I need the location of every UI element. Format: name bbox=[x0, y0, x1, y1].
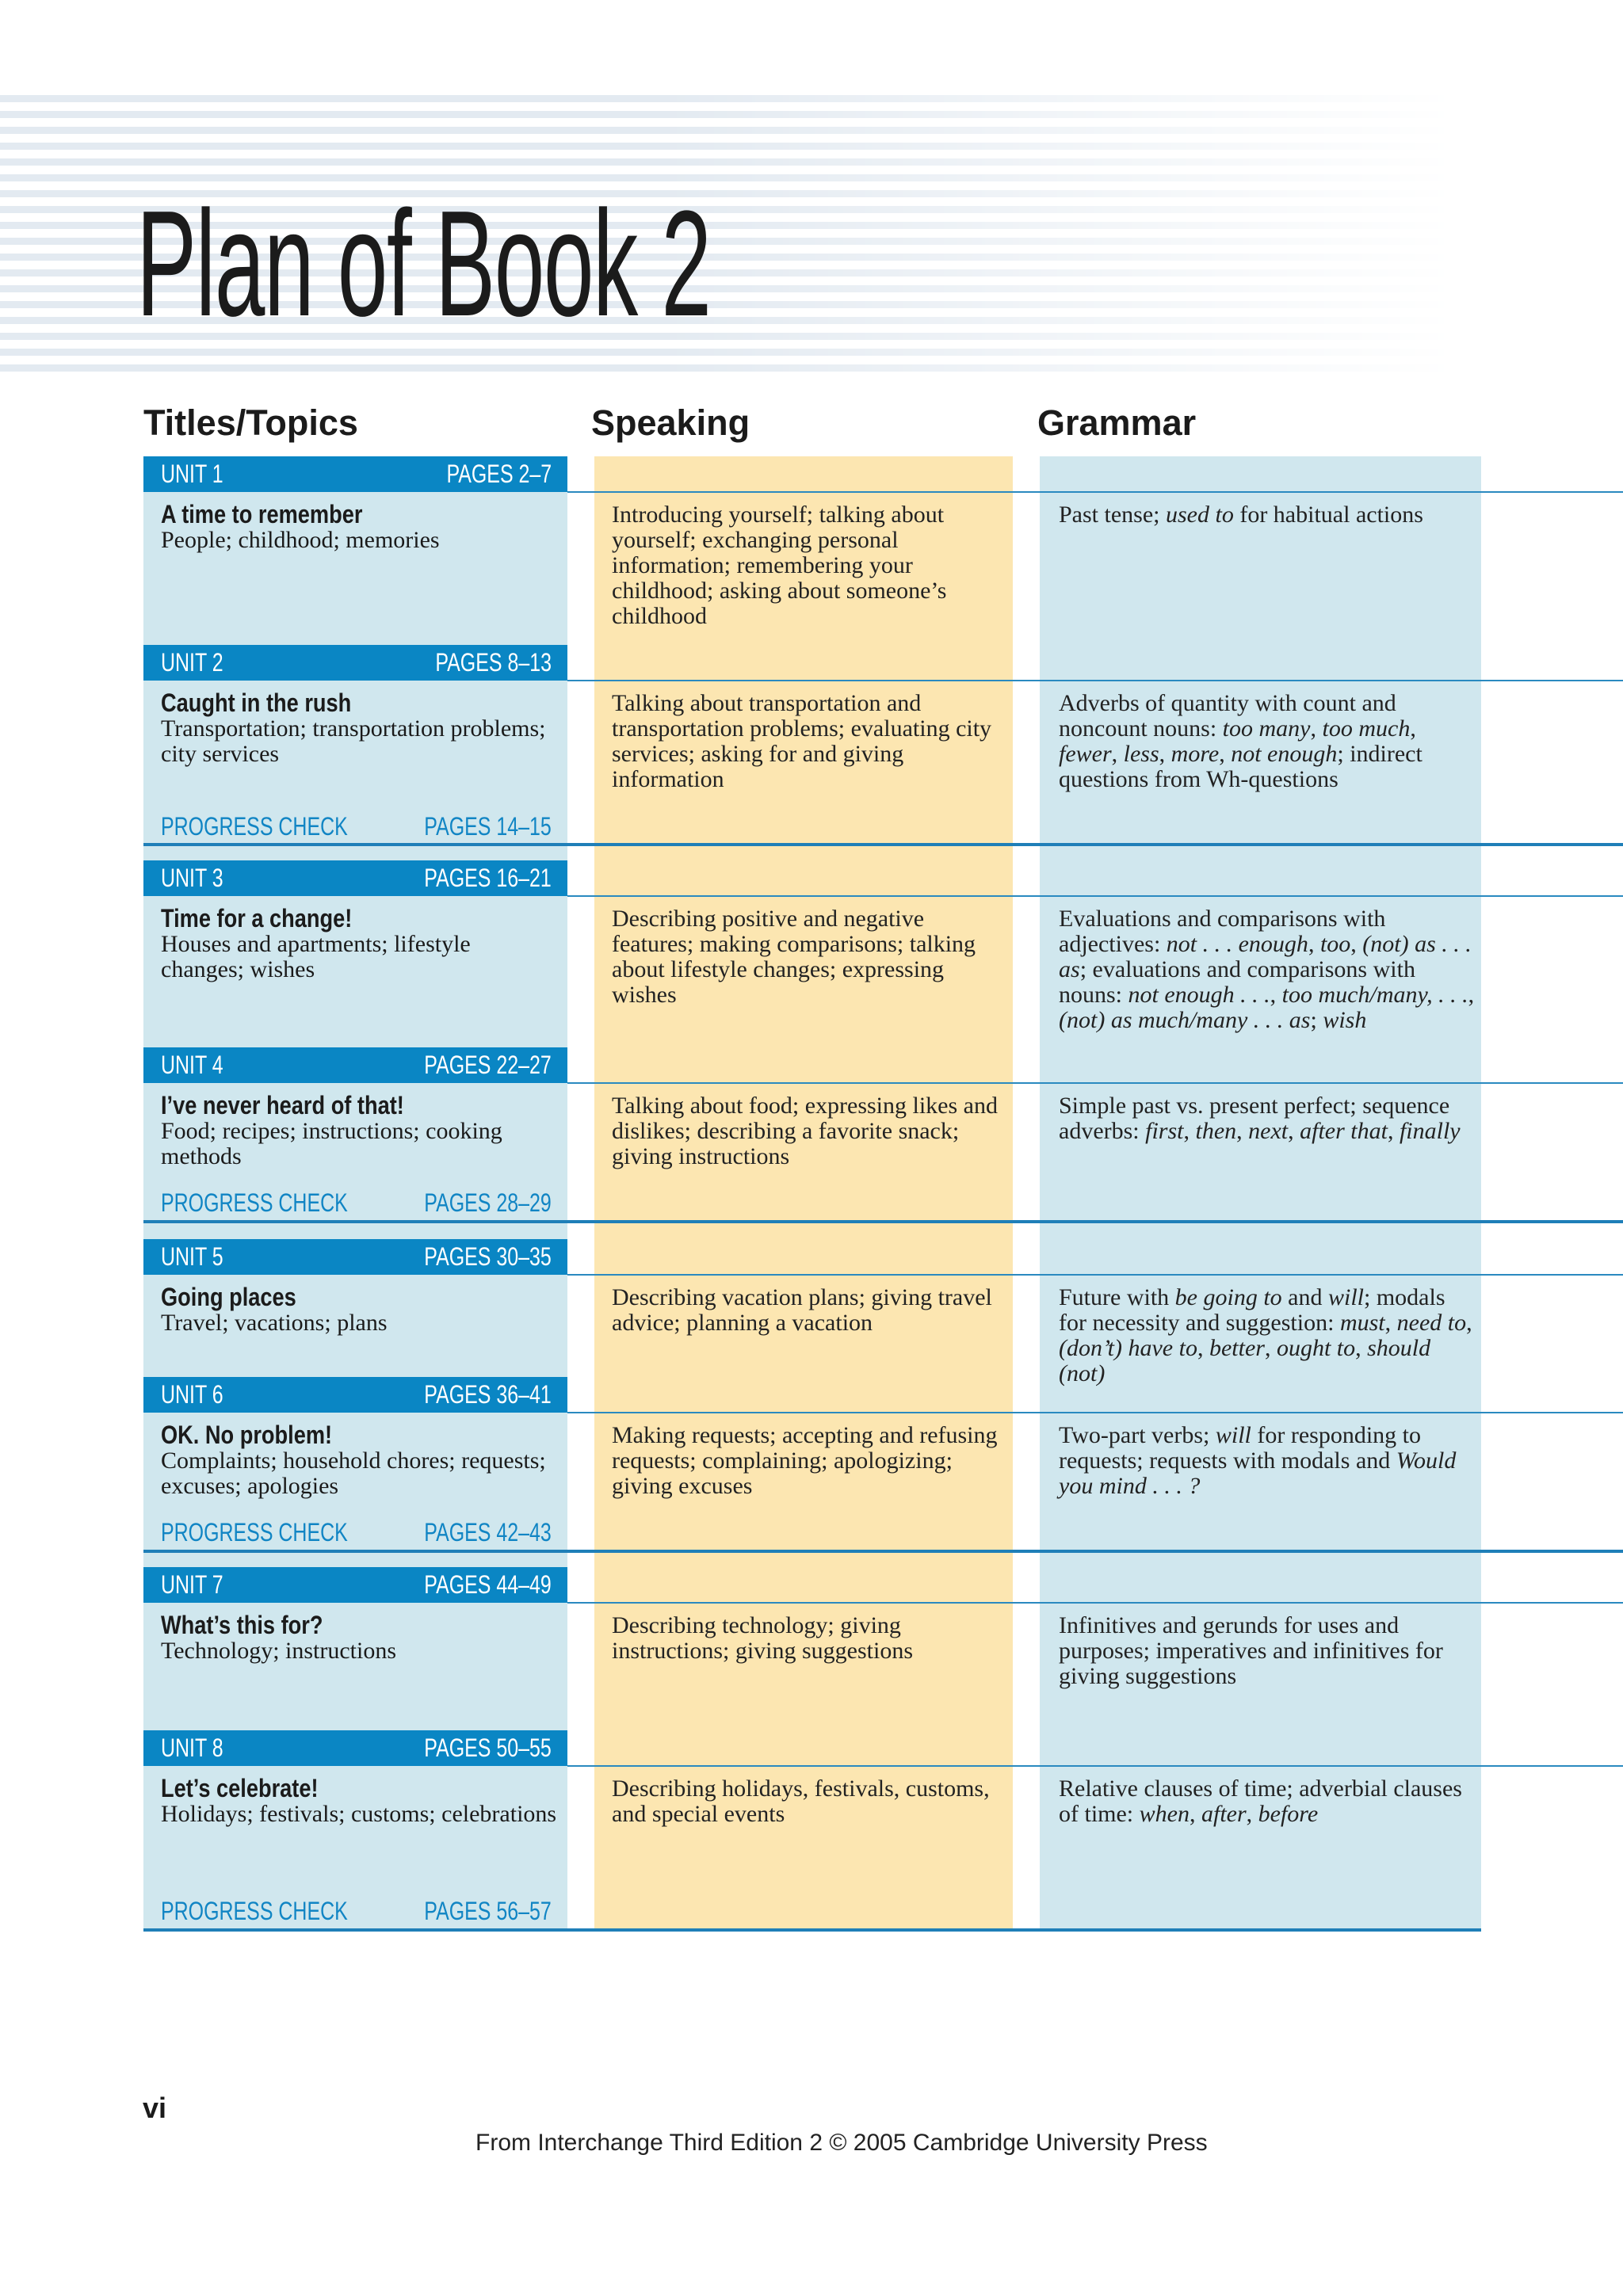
italic-term: need to bbox=[1396, 1310, 1467, 1336]
text-segment: Describing holidays, festivals, customs, and special events bbox=[612, 1775, 990, 1827]
text-segment: , bbox=[1270, 982, 1282, 1008]
italic-term: not enough bbox=[1231, 741, 1338, 767]
text-segment: , bbox=[1236, 1118, 1249, 1144]
italic-term: Would you mind . . . ? bbox=[1059, 1447, 1457, 1499]
italic-term: (don’t) have to bbox=[1059, 1335, 1197, 1361]
unit-bar bbox=[143, 1047, 567, 1083]
italic-term: used to bbox=[1166, 502, 1234, 528]
italic-term: too much/many, . . . bbox=[1281, 982, 1468, 1008]
text-segment: for habitual actions bbox=[1233, 502, 1423, 528]
italic-term: then bbox=[1195, 1118, 1237, 1144]
unit-topic bbox=[161, 689, 557, 767]
italic-term: after that bbox=[1300, 1118, 1388, 1144]
italic-term: more bbox=[1170, 741, 1220, 767]
italic-term: too much bbox=[1322, 715, 1411, 742]
grammar-cell bbox=[1059, 1423, 1475, 1499]
unit-pages: PAGES 36–41 bbox=[424, 1380, 552, 1409]
speaking-cell bbox=[612, 906, 1008, 1008]
section-divider bbox=[143, 1928, 1481, 1932]
speaking-cell bbox=[612, 1093, 1008, 1169]
progress-check-label: PROGRESS CHECK bbox=[161, 812, 348, 841]
text-segment: , bbox=[1310, 715, 1323, 742]
unit-subtopics: Complaints; household chores; requests; excuses; apologies bbox=[161, 1447, 546, 1499]
italic-term: (not) as much/many . . . as bbox=[1059, 1007, 1311, 1033]
grammar-cell bbox=[1059, 906, 1475, 1033]
speaking-cell bbox=[612, 1423, 1008, 1499]
italic-term: wish bbox=[1323, 1007, 1367, 1033]
unit-bar bbox=[143, 1239, 567, 1275]
text-segment: ; modals for necessity and suggestion: bbox=[1059, 1284, 1445, 1336]
unit-label: UNIT 2 bbox=[161, 648, 223, 677]
speaking-cell bbox=[612, 1613, 1008, 1664]
italic-term: too many bbox=[1222, 715, 1311, 742]
speaking-cell bbox=[612, 1776, 1008, 1827]
unit-title: Going places bbox=[161, 1283, 296, 1311]
italic-term: less bbox=[1123, 741, 1159, 767]
section-divider bbox=[143, 1220, 1623, 1223]
italic-term: after bbox=[1201, 1801, 1247, 1827]
section-divider bbox=[143, 843, 1623, 846]
grammar-column-band bbox=[1040, 456, 1481, 1928]
text-segment: Relative clauses of time; adverbial clauses of time: bbox=[1059, 1775, 1462, 1827]
italic-term: better bbox=[1209, 1335, 1265, 1361]
text-segment: , bbox=[1159, 741, 1171, 767]
progress-check-label: PROGRESS CHECK bbox=[161, 1188, 348, 1217]
unit-topic bbox=[161, 1092, 557, 1169]
italic-term: not . . . enough bbox=[1166, 931, 1308, 957]
unit-label: UNIT 3 bbox=[161, 864, 223, 892]
unit-bar bbox=[143, 645, 567, 681]
row-divider bbox=[567, 491, 1623, 493]
unit-bar bbox=[143, 1567, 567, 1603]
text-segment: Describing positive and negative features; making comparisons; talking about lifestyle changes; expressing wishes bbox=[612, 906, 976, 1008]
progress-check bbox=[143, 1518, 567, 1547]
unit-bar bbox=[143, 860, 567, 896]
text-segment: , bbox=[1384, 1310, 1397, 1336]
text-segment: , bbox=[1197, 1335, 1209, 1361]
unit-pages: PAGES 16–21 bbox=[424, 864, 552, 892]
section-divider bbox=[143, 1550, 1623, 1553]
unit-title: Caught in the rush bbox=[161, 688, 352, 717]
progress-check-pages: PAGES 56–57 bbox=[424, 1897, 552, 1925]
text-segment: , bbox=[1246, 1801, 1258, 1827]
unit-subtopics: Transportation; transportation problems; city services bbox=[161, 715, 546, 767]
speaking-column-band bbox=[594, 456, 1013, 1928]
progress-check-label: PROGRESS CHECK bbox=[161, 1518, 348, 1547]
unit-label: UNIT 8 bbox=[161, 1733, 223, 1762]
text-segment: , bbox=[1466, 1310, 1472, 1336]
grammar-cell bbox=[1059, 691, 1475, 792]
unit-title: OK. No problem! bbox=[161, 1421, 333, 1449]
unit-pages: PAGES 22–27 bbox=[424, 1051, 552, 1079]
text-segment: , bbox=[1264, 1335, 1277, 1361]
text-segment: Future with bbox=[1059, 1284, 1175, 1310]
unit-pages: PAGES 2–7 bbox=[446, 460, 552, 488]
italic-term: will bbox=[1328, 1284, 1365, 1310]
text-segment: for responding to requests; requests with modals and bbox=[1059, 1422, 1421, 1474]
italic-term: before bbox=[1258, 1801, 1319, 1827]
row-divider bbox=[567, 1412, 1623, 1413]
unit-pages: PAGES 30–35 bbox=[424, 1242, 552, 1271]
text-segment: , bbox=[1410, 715, 1416, 742]
italic-term: not enough . . . bbox=[1128, 982, 1270, 1008]
italic-term: be going to bbox=[1174, 1284, 1282, 1310]
unit-topic bbox=[161, 501, 557, 553]
text-segment: Talking about food; expressing likes and dislikes; describing a favorite snack; giving instructions bbox=[612, 1093, 998, 1169]
row-divider bbox=[567, 1602, 1623, 1604]
source-credit: From Interchange Third Edition 2 © 2005 Cambridge University Press bbox=[475, 2130, 1208, 2156]
grammar-cell bbox=[1059, 1776, 1475, 1827]
speaking-cell bbox=[612, 1285, 1008, 1336]
text-segment: Past tense; bbox=[1059, 502, 1166, 528]
text-segment: Two-part verbs; bbox=[1059, 1422, 1216, 1448]
progress-check bbox=[143, 812, 567, 841]
unit-pages: PAGES 8–13 bbox=[435, 648, 552, 677]
text-segment: Evaluations and comparisons with adjectives: bbox=[1059, 906, 1386, 957]
italic-term: finally bbox=[1399, 1118, 1461, 1144]
unit-title: A time to remember bbox=[161, 500, 363, 528]
unit-label: UNIT 4 bbox=[161, 1051, 223, 1079]
progress-check-pages: PAGES 28–29 bbox=[424, 1188, 552, 1217]
text-segment: , bbox=[1219, 741, 1232, 767]
unit-subtopics: Food; recipes; instructions; cooking methods bbox=[161, 1118, 502, 1169]
unit-title: I’ve never heard of that! bbox=[161, 1091, 404, 1119]
text-segment: , bbox=[1189, 1801, 1201, 1827]
column-header-grammar: Grammar bbox=[1037, 402, 1197, 443]
unit-title: Let’s celebrate! bbox=[161, 1774, 319, 1802]
unit-label: UNIT 7 bbox=[161, 1570, 223, 1599]
unit-label: UNIT 5 bbox=[161, 1242, 223, 1271]
text-segment: , bbox=[1288, 1118, 1300, 1144]
grammar-cell bbox=[1059, 1285, 1475, 1386]
grammar-cell bbox=[1059, 502, 1475, 528]
italic-term: too bbox=[1319, 931, 1351, 957]
unit-label: UNIT 6 bbox=[161, 1380, 223, 1409]
progress-check-pages: PAGES 42–43 bbox=[424, 1518, 552, 1547]
text-segment: ; evaluations and comparisons with nouns: bbox=[1059, 956, 1415, 1008]
text-segment: and bbox=[1281, 1284, 1328, 1310]
italic-term: should (not) bbox=[1059, 1335, 1431, 1386]
unit-topic bbox=[161, 1283, 557, 1336]
italic-term: ought to bbox=[1276, 1335, 1356, 1361]
text-segment: , bbox=[1111, 741, 1124, 767]
unit-bar bbox=[143, 456, 567, 492]
text-segment: Introducing yourself; talking about yourself; exchanging personal information; remembering your childhood; asking about someone’s childhood bbox=[612, 502, 947, 629]
unit-topic bbox=[161, 1421, 557, 1499]
unit-topic bbox=[161, 1775, 557, 1827]
progress-check-pages: PAGES 14–15 bbox=[424, 812, 552, 841]
speaking-cell bbox=[612, 691, 1008, 792]
text-segment: ; indirect questions from Wh-questions bbox=[1059, 741, 1423, 792]
text-segment: , bbox=[1308, 931, 1320, 957]
grammar-cell bbox=[1059, 1613, 1475, 1689]
italic-term: when bbox=[1139, 1801, 1190, 1827]
text-segment: Adverbs of quantity with count and noncount nouns: bbox=[1059, 690, 1396, 742]
unit-subtopics: Travel; vacations; plans bbox=[161, 1310, 388, 1336]
text-segment: , bbox=[1183, 1118, 1196, 1144]
text-segment: , bbox=[1355, 1335, 1368, 1361]
text-segment: , bbox=[1387, 1118, 1400, 1144]
text-segment: Describing technology; giving instructions; giving suggestions bbox=[612, 1612, 914, 1664]
unit-pages: PAGES 50–55 bbox=[424, 1733, 552, 1762]
italic-term: next bbox=[1248, 1118, 1289, 1144]
speaking-cell bbox=[612, 502, 1008, 629]
unit-pages: PAGES 44–49 bbox=[424, 1570, 552, 1599]
page-number: vi bbox=[143, 2092, 167, 2124]
unit-subtopics: Technology; instructions bbox=[161, 1638, 397, 1664]
unit-subtopics: People; childhood; memories bbox=[161, 527, 440, 553]
italic-term: fewer bbox=[1059, 741, 1112, 767]
text-segment: Making requests; accepting and refusing requests; complaining; apologizing; giving excuses bbox=[612, 1422, 998, 1499]
text-segment: ; bbox=[1310, 1007, 1323, 1033]
progress-check-label: PROGRESS CHECK bbox=[161, 1897, 348, 1925]
text-segment: , bbox=[1468, 982, 1475, 1008]
text-segment: , bbox=[1350, 931, 1363, 957]
unit-topic bbox=[161, 905, 557, 982]
italic-term: (not) as . . . as bbox=[1059, 931, 1472, 982]
unit-title: What’s this for? bbox=[161, 1611, 323, 1639]
row-divider bbox=[567, 1765, 1623, 1767]
unit-subtopics: Holidays; festivals; customs; celebrations bbox=[161, 1801, 557, 1827]
unit-bar bbox=[143, 1377, 567, 1413]
text-segment: Describing vacation plans; giving travel advice; planning a vacation bbox=[612, 1284, 992, 1336]
unit-title: Time for a change! bbox=[161, 904, 353, 933]
unit-subtopics: Houses and apartments; lifestyle changes; wishes bbox=[161, 931, 471, 982]
unit-label: UNIT 1 bbox=[161, 460, 223, 488]
italic-term: will bbox=[1215, 1422, 1251, 1448]
progress-check bbox=[143, 1897, 567, 1925]
text-segment: Infinitives and gerunds for uses and purposes; imperatives and infinitives for giving suggestions bbox=[1059, 1612, 1443, 1689]
unit-topic bbox=[161, 1611, 557, 1664]
italic-term: must bbox=[1339, 1310, 1385, 1336]
row-divider bbox=[567, 895, 1623, 897]
row-divider bbox=[567, 1274, 1623, 1276]
column-header-speaking: Speaking bbox=[591, 402, 750, 443]
row-divider bbox=[567, 680, 1623, 681]
row-divider bbox=[567, 1082, 1623, 1084]
progress-check bbox=[143, 1188, 567, 1217]
page-title: Plan of Book 2 bbox=[136, 180, 711, 348]
text-segment: Talking about transportation and transportation problems; evaluating city services; asking for and giving information bbox=[612, 690, 992, 792]
grammar-cell bbox=[1059, 1093, 1475, 1144]
unit-bar bbox=[143, 1730, 567, 1766]
italic-term: first bbox=[1145, 1118, 1184, 1144]
text-segment: Simple past vs. present perfect; sequence adverbs: bbox=[1059, 1093, 1450, 1144]
column-header-topics: Titles/Topics bbox=[143, 402, 358, 443]
